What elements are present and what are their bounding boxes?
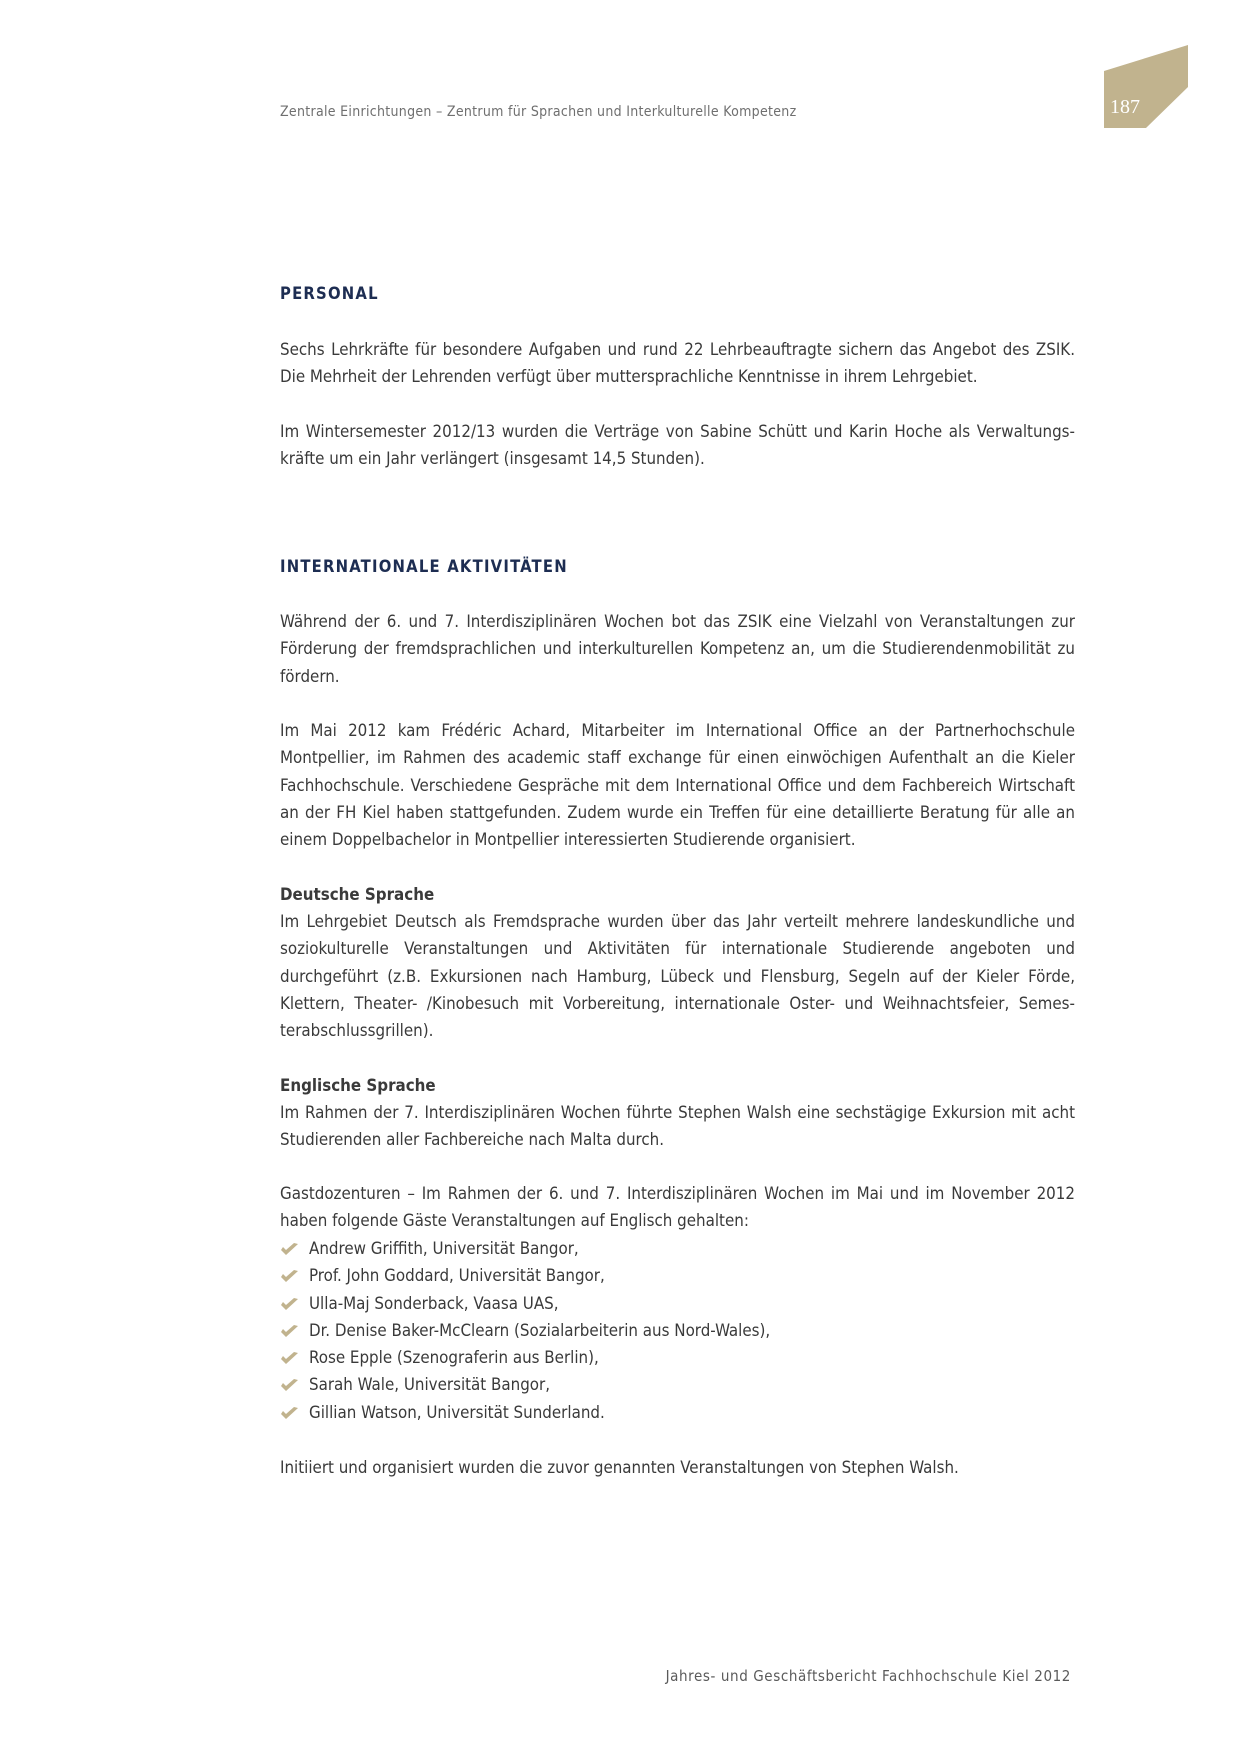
personal-paragraph-2: Im Wintersemester 2012/13 wurden die Verträge von Sabine Schütt und Karin Hoche als Verwaltungskräfte um ein Jahr verlängert (insgesamt 14,5 Stunden).	[280, 421, 1075, 469]
personal-paragraph-1: Sechs Lehrkräfte für besondere Aufgaben und rund 22 Lehrbeauftragte sichern das Angebot des ZSIK. Die Mehrheit der Lehrenden verfügt über muttersprachliche Kenntnisse in ihrem Lehrgebiet.	[280, 339, 1075, 387]
running-header: Zentrale Einrichtungen – Zentrum für Sprachen und Interkulturelle Kompetenz	[280, 104, 797, 120]
guest-name: Gillian Watson, Universität Sunderland.	[309, 1401, 605, 1422]
check-icon	[280, 1405, 299, 1421]
list-item	[280, 1235, 770, 1262]
englisch-paragraph: Im Rahmen der 7. Interdisziplinären Wochen führte Stephen Walsh eine sechstägige Exkursion mit acht Studierenden aller Fachbereiche nach Malta durch.	[280, 1102, 1075, 1150]
guest-name: Andrew Griffith, Universität Bangor,	[309, 1238, 579, 1258]
list-item	[280, 1262, 770, 1289]
guest-list	[280, 1235, 770, 1426]
check-icon	[280, 1296, 299, 1312]
international-paragraph-2: Im Mai 2012 kam Frédéric Achard, Mitarbeiter im International Office an der Partnerhochschule Montpellier, im Rahmen des academic staff exchange für einen einwöchigen Aufenthalt an die Kieler Fachhochschule. Verschiedene Gespräche mit dem International Office und dem Fachbereich Wirtschaft an der FH Kiel haben stattgefunden. Zudem wurde ein Treffen für eine detaillierte Beratung für alle an einem Doppelbachelor in Montpellier interessierten Studierende organisiert.	[280, 720, 1075, 850]
list-item	[280, 1399, 770, 1426]
list-item	[280, 1290, 770, 1317]
section-heading-personal: PERSONAL	[280, 284, 379, 303]
list-item	[280, 1317, 770, 1344]
closing-paragraph: Initiiert und organisiert wurden die zuvor genannten Veranstaltungen von Stephen Walsh.	[280, 1457, 959, 1477]
check-icon	[280, 1350, 299, 1366]
list-item	[280, 1371, 770, 1398]
deutsch-paragraph: Im Lehrgebiet Deutsch als Fremdsprache wurden über das Jahr verteilt mehrere landeskundliche und soziokulturelle Veranstaltungen und Aktivitäten für internationale Studierende angeboten und durchgeführt (z.B. Exkursionen nach Hamburg, Lübeck und Flensburg, Segeln auf der Kieler Förde, Klettern, Theater- /Kinobesuch mit Vorbereitung, internationale Oster- und Weihnachtsfeier, Semesterabschlussgrillen).	[280, 911, 1075, 1041]
check-icon	[280, 1377, 299, 1393]
running-footer: Jahres- und Geschäftsbericht Fachhochschule Kiel 2012	[665, 1667, 1071, 1685]
subheading-englische-sprache: Englische Sprache	[280, 1075, 436, 1095]
guest-name: Rose Epple (Szenograferin aus Berlin),	[309, 1347, 599, 1368]
international-paragraph-1: Während der 6. und 7. Interdisziplinären Wochen bot das ZSIK eine Vielzahl von Veranstaltungen zur Förderung der fremdsprachlichen und interkulturellen Kompetenz an, um die Studierendenmobilität zu fördern.	[280, 611, 1075, 686]
subheading-deutsche-sprache: Deutsche Sprache	[280, 884, 435, 904]
list-item	[280, 1344, 770, 1371]
page-number: 187	[1110, 96, 1140, 118]
guest-name: Ulla-Maj Sonderback, Vaasa UAS,	[309, 1292, 559, 1313]
guest-name: Dr. Denise Baker-McClearn (Sozialarbeiterin aus Nord-Wales),	[309, 1319, 771, 1340]
check-icon	[280, 1241, 299, 1257]
guest-name: Prof. John Goddard, Universität Bangor,	[309, 1265, 605, 1286]
guest-intro-paragraph: Gastdozenturen – Im Rahmen der 6. und 7. Interdisziplinären Wochen im Mai und im November 2012 haben folgende Gäste Veranstaltungen auf Englisch gehalten:	[280, 1183, 1075, 1231]
check-icon	[280, 1323, 299, 1339]
section-heading-international: INTERNATIONALE AKTIVITÄTEN	[280, 557, 568, 576]
guest-name: Sarah Wale, Universität Bangor,	[309, 1374, 551, 1395]
check-icon	[280, 1268, 299, 1284]
